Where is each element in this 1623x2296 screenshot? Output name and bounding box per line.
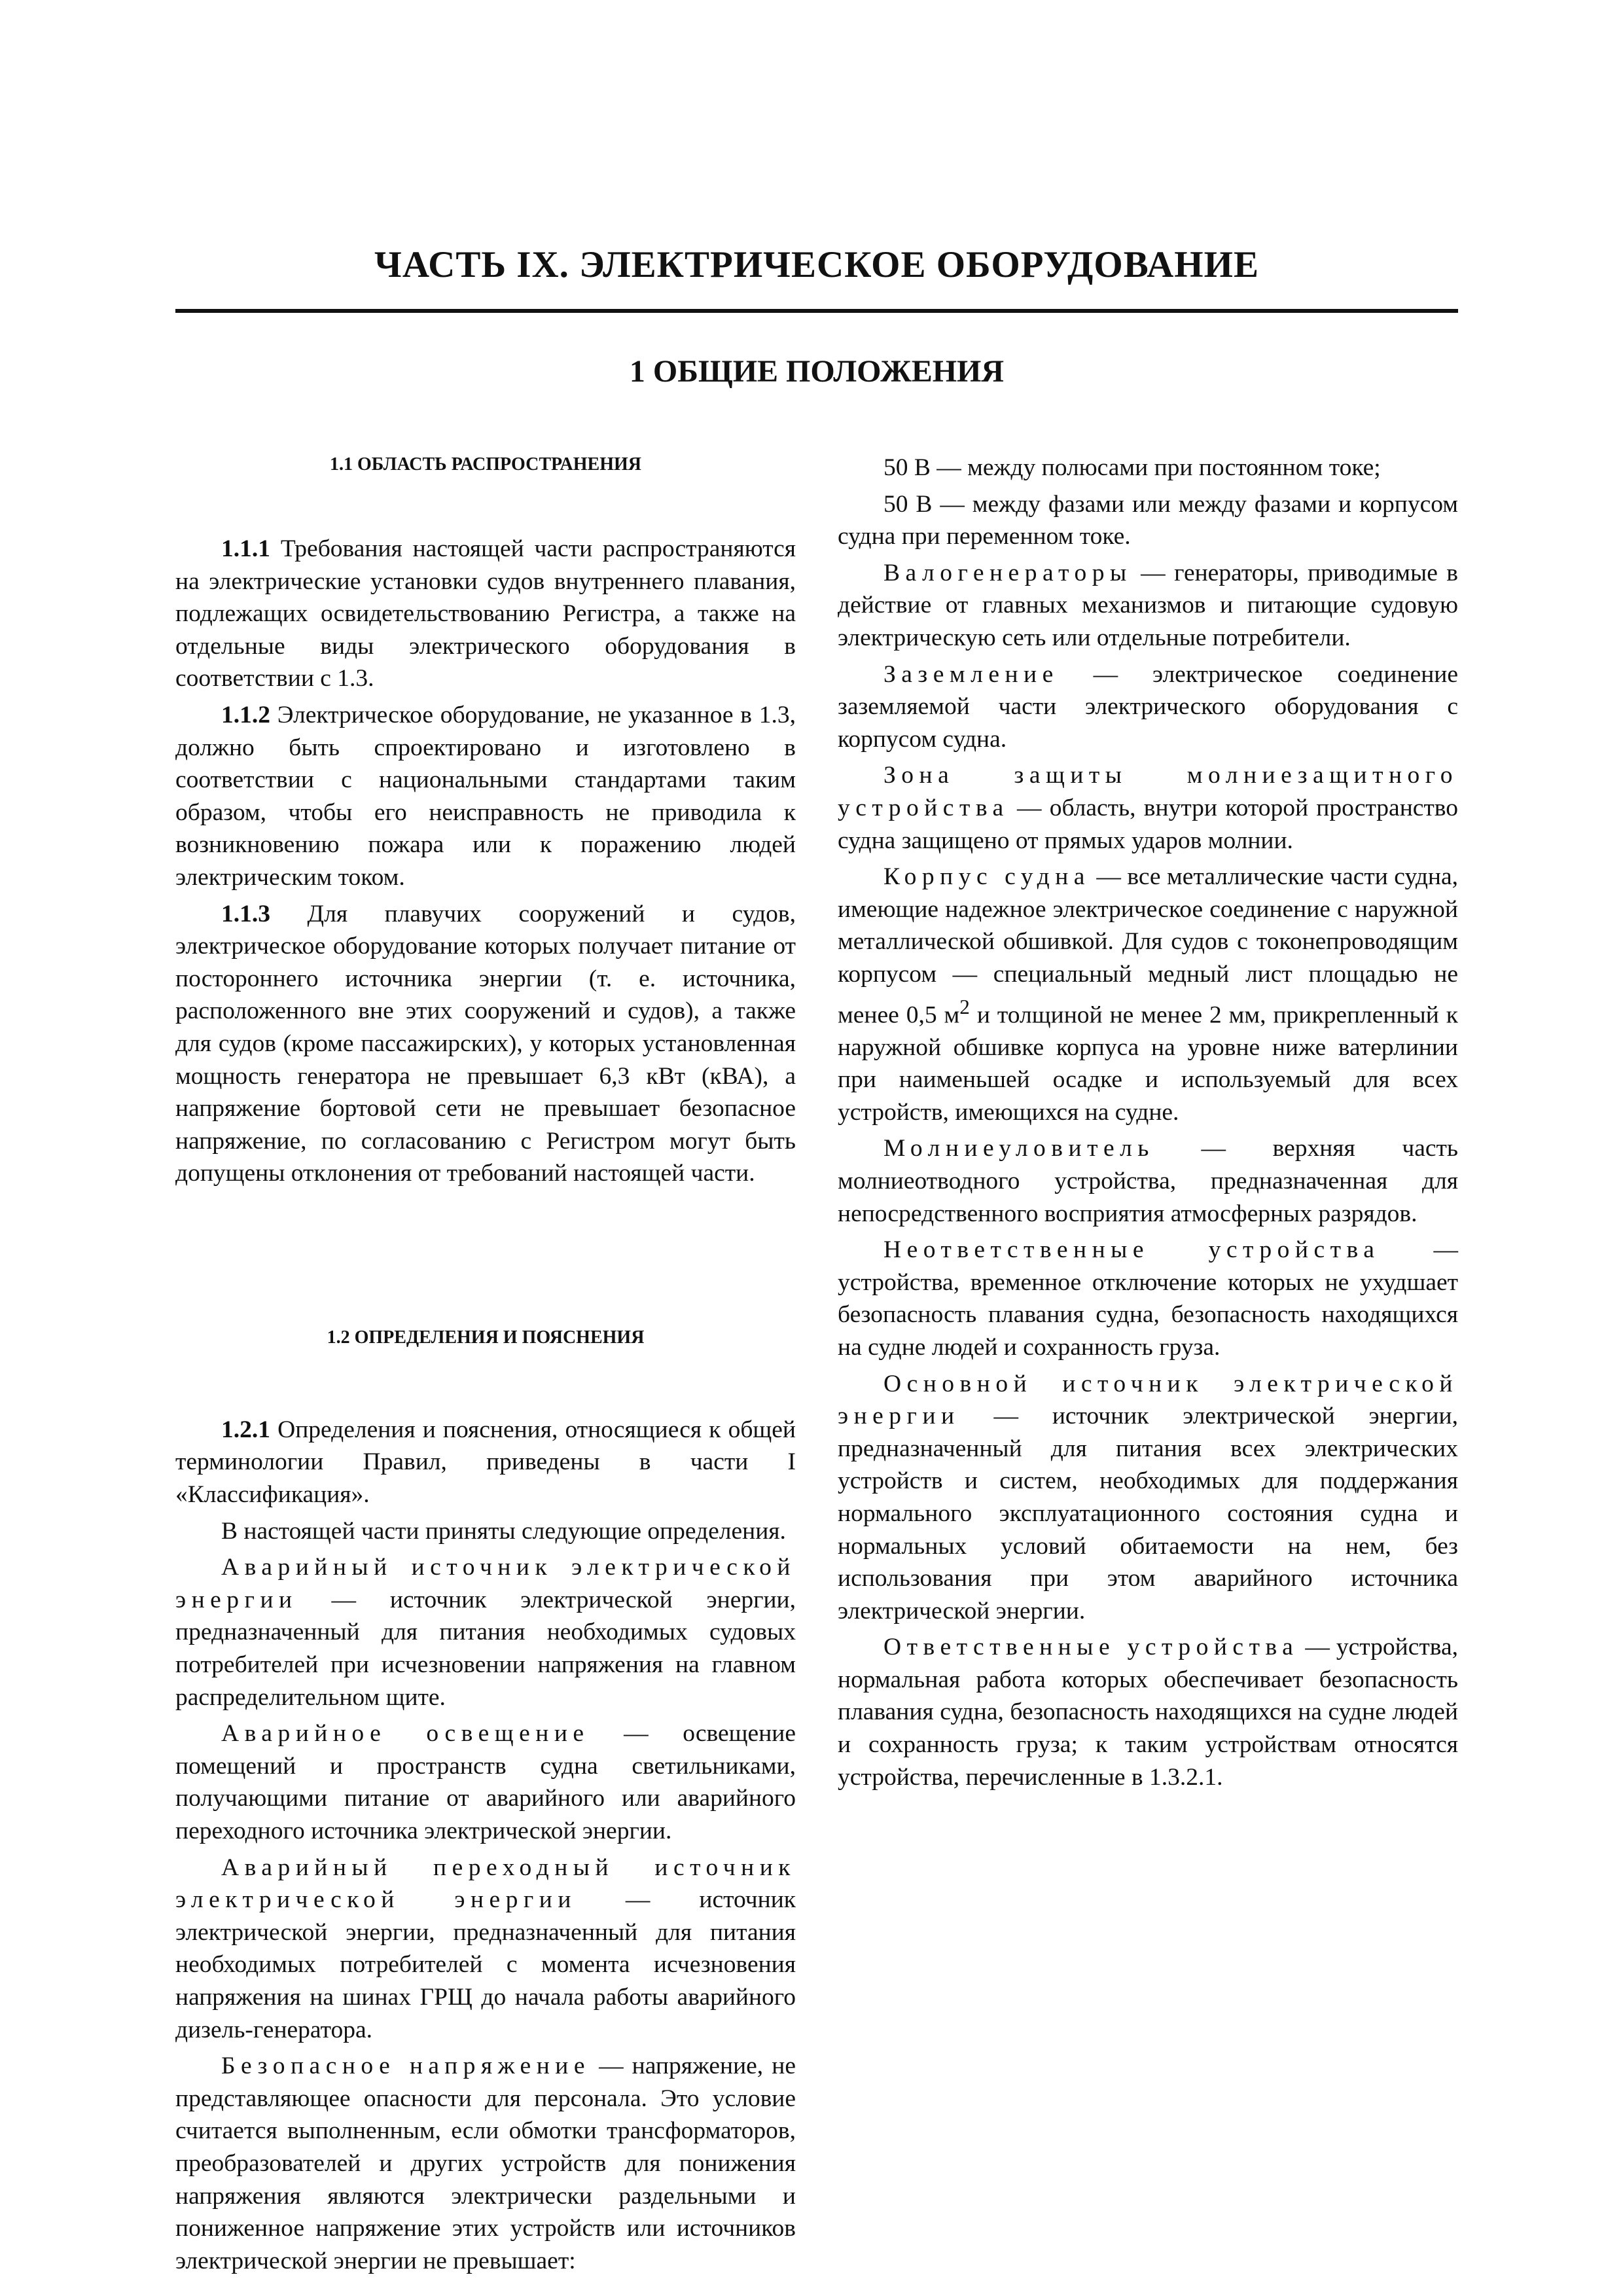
paragraph-1-1-1	[175, 533, 796, 695]
safe-voltage-item-dc: 50 В — между полюсами при постоянном токе;	[883, 454, 1381, 481]
definition-safe-voltage	[175, 2050, 796, 2277]
definition-main-source	[838, 1368, 1458, 1628]
definition-term: Аварийный переходный источник электрической энергии	[175, 1854, 796, 1914]
title-rule	[175, 309, 1458, 313]
definition-text: — напряжение, не представляющее опасности для персонала. Это условие считается выполненным, если обмотки трансформаторов, преобразователей и других устройств для понижения напряжения являются электрически раздельными и пониженное напряжение этих устройств или источников электрической энергии не превышает:	[175, 2053, 796, 2274]
chapter-title: 1 ОБЩИЕ ПОЛОЖЕНИЯ	[629, 354, 1005, 389]
superscript: 2	[959, 995, 970, 1018]
definition-term: Молниеуловитель	[883, 1135, 1154, 1162]
definition-term: Заземление	[883, 660, 1059, 688]
paragraph-number: 1.1.3	[221, 900, 270, 927]
definition-term: Ответственные устройства	[883, 1634, 1299, 1661]
safe-voltage-item-ac: 50 В — между фазами или между фазами и корпусом судна при переменном токе.	[838, 490, 1458, 550]
definition-text: — электрическое соединение заземляемой части электрического оборудования с корпусом судна.	[838, 660, 1458, 753]
definition-text: — верхняя часть молниеотводного устройства, предназначенная для непосредственного восприятия атмосферных разрядов.	[838, 1135, 1458, 1227]
definition-transitional-source	[175, 1852, 796, 2047]
definition-earthing	[838, 658, 1458, 756]
definition-text: — источник электрической энергии, предназначенный для питания необходимых потребителей с момента исчезновения напряжения на шинах ГРЩ до начала работы аварийного дизель-генератора.	[175, 1886, 796, 2043]
definition-lightning-zone	[838, 759, 1458, 857]
definition-text: — устройства, нормальная работа которых обеспечивает безопасность плавания судна, безопасность находящихся на судне людей и сохранность груза; к таким устройствам относятся устройства, перечисленные в 1.3.2.1.	[838, 1634, 1458, 1791]
definition-emergency-lighting	[175, 1717, 796, 1847]
definition-non-essential	[838, 1234, 1458, 1363]
definition-text: — источник электрической энергии, предназначенный для питания всех электрических устройств и систем, необходимых для поддержания нормального эксплуатационного состояния судна и нормальных условий обитаемости на нем, без использования при этом аварийного источника электрической энергии.	[838, 1403, 1458, 1624]
definition-hull	[838, 861, 1458, 1128]
paragraph-text: Для плавучих сооружений и судов, электрическое оборудование которых получает питание от постороннего источника энергии (т. е. источника, расположенного вне этих сооружений и судов), а также для судов (кроме пассажирских), у которых установленная мощность генератора не превышает 6,3 кВт (кВА), а напряжение бортовой сети не превышает безопасное напряжение, по согласованию с Регистром могут быть допущены отклонения от требований настоящей части.	[175, 900, 796, 1187]
paragraph-text: Электрическое оборудование, не указанное в 1.3, должно быть спроектировано и изготовлено в соответствии с национальными стандартами таким образом, чтобы его неисправность не приводила к возникновению пожара или к поражению людей электрическим током.	[175, 701, 796, 891]
paragraph-number: 1.1.1	[221, 535, 270, 562]
definition-text: — генераторы, приводимые в действие от главных механизмов и питающие судовую электрическую сеть или отдельные потребители.	[838, 559, 1458, 651]
definition-term: Неответственные устройства	[883, 1236, 1380, 1264]
paragraph-text: Требования настоящей части распространяются на электрические установки судов внутреннего плавания, подлежащих освидетельствованию Регистра, а также на отдельные виды электрического оборудования в соответствии с 1.3.	[175, 535, 796, 692]
section-heading-1-2: 1.2 ОПРЕДЕЛЕНИЯ И ПОЯСНЕНИЯ	[327, 1327, 645, 1348]
paragraph-1-2-1	[175, 1414, 796, 1511]
definition-text: — освещение помещений и пространств судна светильниками, получающими питание от аварийного или аварийного переходного источника электрической энергии.	[175, 1720, 796, 1844]
definition-term: Аварийный источник электрической энергии	[175, 1554, 796, 1613]
definition-term: Корпус судна	[883, 863, 1090, 891]
paragraph-number: 1.2.1	[221, 1416, 270, 1443]
right-column	[838, 452, 1458, 1797]
definition-text: — источник электрической энергии, предназначенный для питания необходимых судовых потребителей при исчезновении напряжения на главном распределительном щите.	[175, 1586, 796, 1711]
paragraph-number: 1.1.2	[221, 701, 270, 728]
definition-emergency-source	[175, 1551, 796, 1713]
definition-term: Зона защиты молниезащитного устройства	[838, 762, 1458, 821]
definition-air-terminal	[838, 1132, 1458, 1230]
paragraph-1-1-3	[175, 898, 796, 1190]
definition-term: Основной источник электрической энергии	[838, 1370, 1458, 1430]
definition-text: — область, внутри которой пространство судна защищено от прямых ударов молнии.	[838, 794, 1458, 854]
definition-term: Валогенераторы	[883, 559, 1132, 586]
section-heading-1-1: 1.1 ОБЛАСТЬ РАСПРОСТРАНЕНИЯ	[330, 454, 641, 475]
definition-essential	[838, 1631, 1458, 1793]
paragraph-intro: В настоящей части приняты следующие определения.	[221, 1517, 786, 1545]
definition-shaft-generators	[838, 557, 1458, 655]
left-column	[175, 452, 796, 2281]
definition-text: — устройства, временное отключение которых не ухудшает безопасность плавания судна, безопасность находящихся на судне людей и сохранность груза.	[838, 1236, 1458, 1361]
definition-text: и толщиной не менее 2 мм, прикрепленный к наружной обшивке корпуса на уровне ниже ватерлинии при наименьшей осадке и используемый для всех устройств, имеющихся на судне.	[838, 1001, 1458, 1126]
definition-term: Безопасное напряжение	[221, 2053, 590, 2080]
definition-term: Аварийное освещение	[221, 1720, 590, 1748]
paragraph-text: Определения и пояснения, относящиеся к общей терминологии Правил, приведены в части I «Классификация».	[175, 1416, 796, 1509]
part-title: ЧАСТЬ IX. ЭЛЕКТРИЧЕСКОЕ ОБОРУДОВАНИЕ	[374, 244, 1259, 285]
paragraph-1-1-2	[175, 699, 796, 894]
definition-text: — все металлические части судна, имеющие надежное электрическое соединение с наружной металлической обшивкой. Для судов с токонепроводящим корпусом — специальный медный лист площадью не менее 0,5 м	[838, 863, 1458, 1028]
